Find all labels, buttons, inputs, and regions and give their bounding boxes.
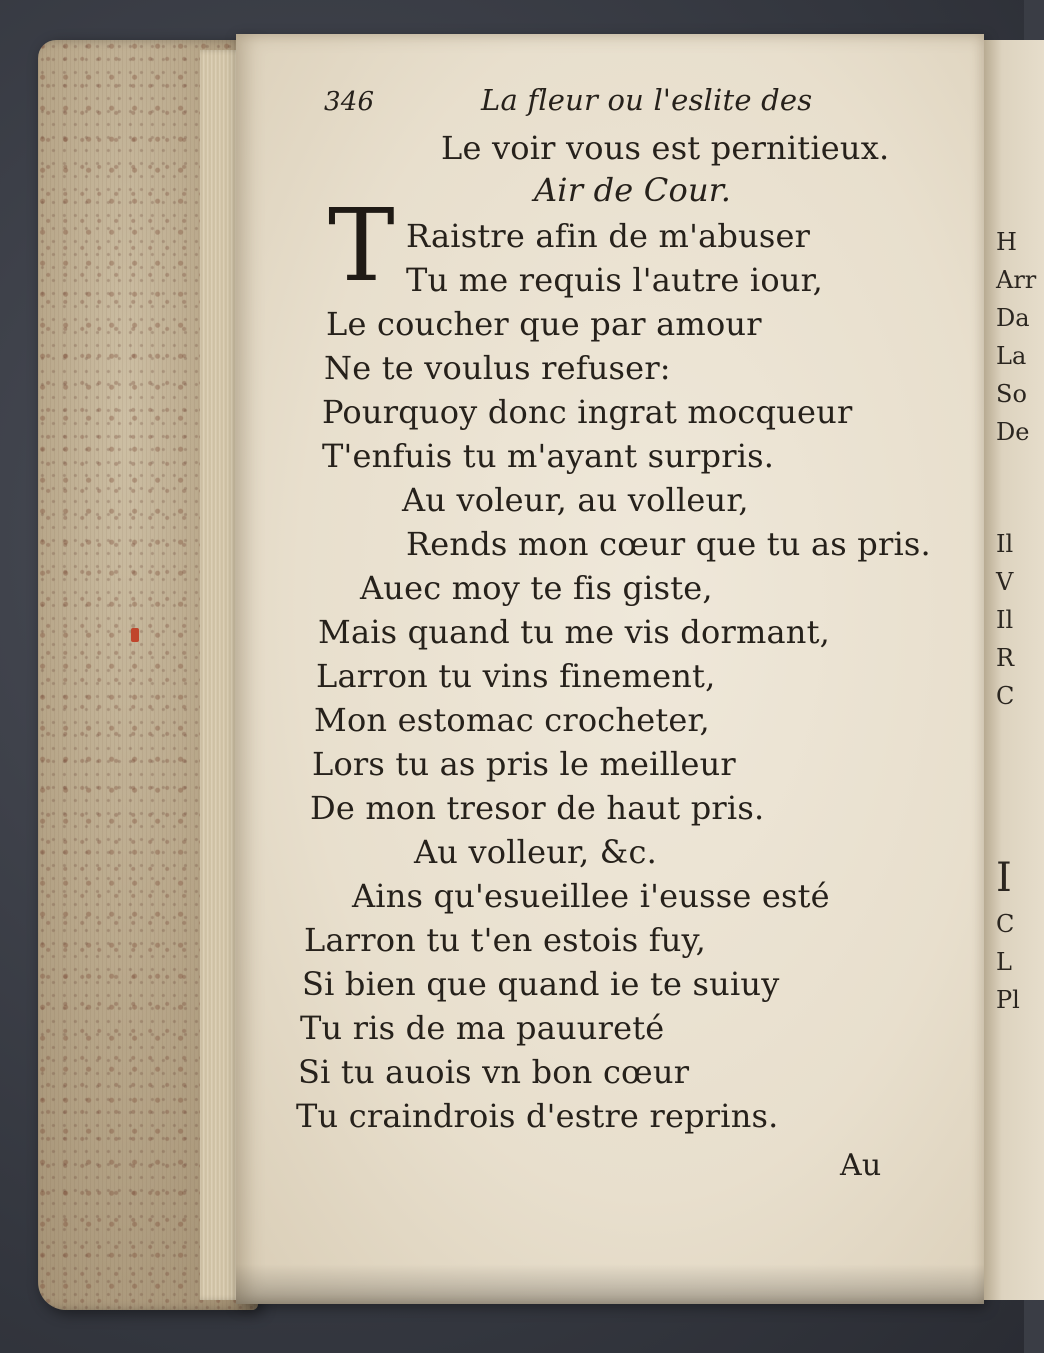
refrain-line: Au voleur, au volleur,: [402, 481, 749, 519]
facing-fragment: C: [996, 910, 1015, 938]
facing-fragment: I: [996, 855, 1012, 901]
verse-line: De mon tresor de haut pris.: [310, 789, 765, 827]
catchword: Au: [840, 1148, 882, 1183]
verse-line: Mon estomac crocheter,: [314, 701, 710, 739]
verse-line: Ne te voulus refuser:: [324, 349, 671, 387]
facing-fragment: Il: [996, 606, 1014, 634]
facing-fragment: Pl: [996, 986, 1020, 1014]
facing-fragment: H: [996, 228, 1017, 256]
verse-line: Si tu auois vn bon cœur: [298, 1053, 690, 1091]
facing-fragment: L: [996, 948, 1012, 976]
verse-line: Larron tu vins finement,: [316, 657, 716, 695]
facing-fragment: De: [996, 418, 1030, 446]
facing-fragment: C: [996, 682, 1015, 710]
verse-line: Larron tu t'en estois fuy,: [304, 921, 706, 959]
lead-line: Le voir vous est pernitieux.: [441, 129, 890, 167]
facing-page: [984, 40, 1044, 1300]
facing-fragment: Da: [996, 304, 1030, 332]
verse-line: T'enfuis tu m'ayant surpris.: [322, 437, 775, 475]
song-title: Air de Cour.: [534, 171, 732, 209]
drop-cap: T: [328, 187, 395, 304]
verse-line: Tu ris de ma pauureté: [300, 1009, 665, 1047]
red-stain: [131, 628, 139, 642]
verse-line: Auec moy te fis giste,: [360, 569, 713, 607]
verse-line: Tu craindrois d'estre reprins.: [296, 1097, 779, 1135]
facing-fragment: R: [996, 644, 1015, 672]
verse-line: Lors tu as pris le meilleur: [312, 745, 736, 783]
page-text: [236, 34, 984, 1304]
page-shadow: [236, 1264, 984, 1304]
running-head: La fleur ou l'eslite des: [481, 83, 813, 117]
facing-fragment: V: [996, 568, 1014, 596]
facing-fragment: Il: [996, 530, 1014, 558]
verse-line: Pourquoy donc ingrat mocqueur: [322, 393, 853, 431]
verse-line: Si bien que quand ie te suiuy: [302, 965, 780, 1003]
page-number: 346: [324, 87, 375, 117]
verse-line: Raistre afin de m'abuser: [406, 217, 811, 255]
facing-fragment: La: [996, 342, 1027, 370]
verse-line: Tu me requis l'autre iour,: [406, 261, 823, 299]
facing-fragment: Arr: [996, 266, 1037, 294]
verse-line: Mais quand tu me vis dormant,: [318, 613, 831, 651]
verse-line: Ains qu'esueillee i'eusse esté: [352, 877, 830, 915]
refrain-line: Rends mon cœur que tu as pris.: [406, 525, 931, 563]
facing-fragment: So: [996, 380, 1027, 408]
verse-line: Le coucher que par amour: [326, 305, 762, 343]
book-page: [236, 34, 984, 1304]
refrain-line: Au volleur, &c.: [414, 833, 657, 871]
